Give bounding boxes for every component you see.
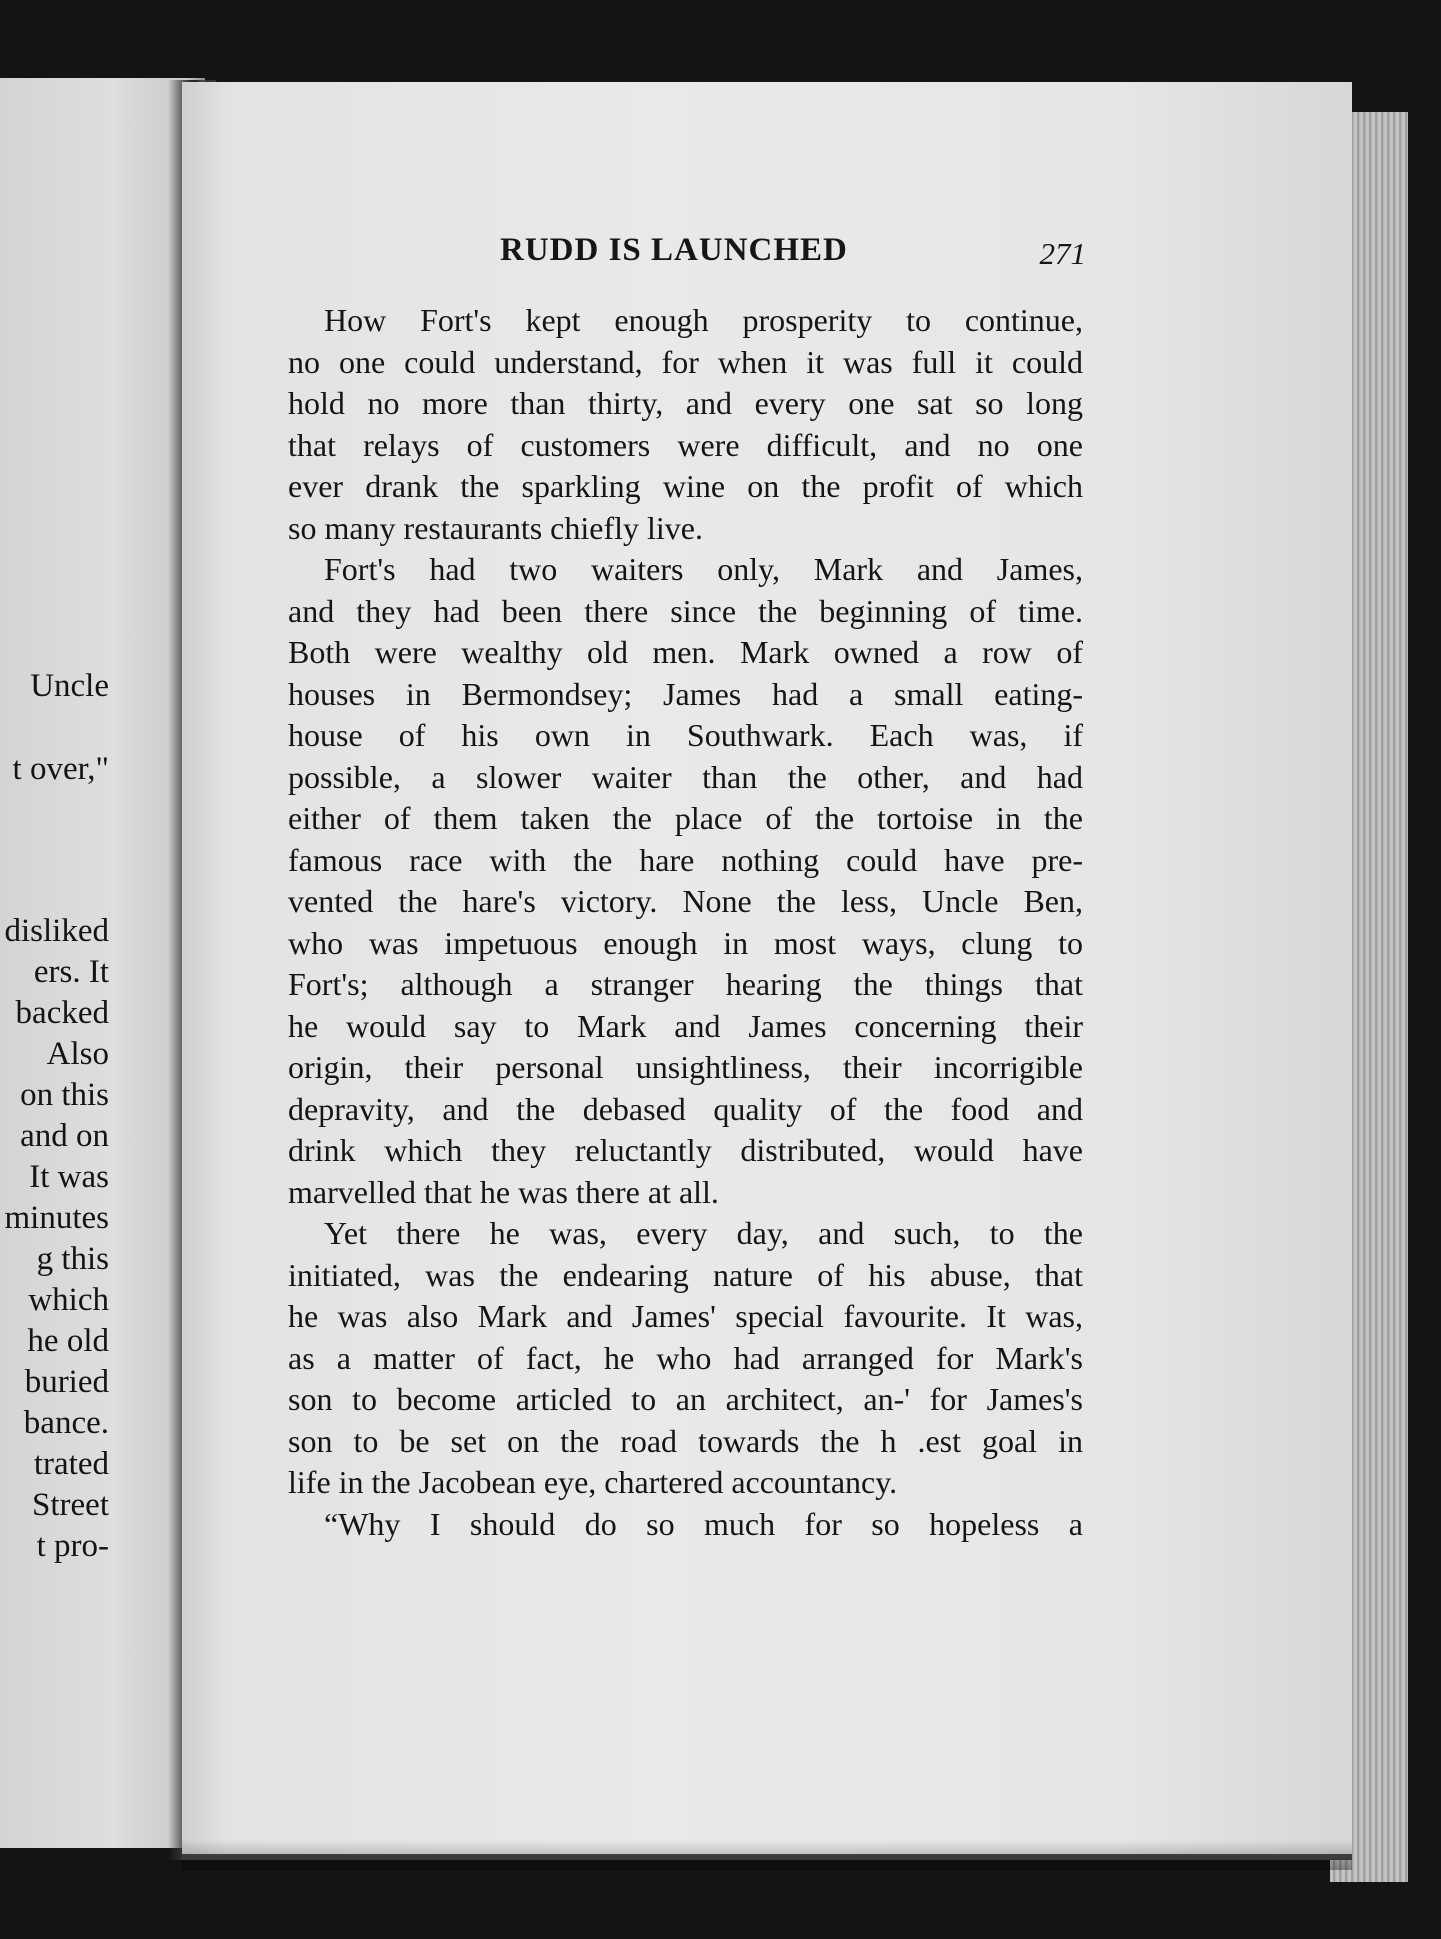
text-line: no one could understand, for when it was full it could xyxy=(288,343,1083,380)
text-line: son to be set on the road towards the h .est goal in xyxy=(288,1422,1083,1459)
left-page-line: t over," xyxy=(12,751,109,787)
text-line: as a matter of fact, he who had arranged for Mark's xyxy=(288,1339,1083,1376)
text-line: origin, their personal unsightliness, their incorrigible xyxy=(288,1049,1083,1085)
left-page-line: disliked xyxy=(4,913,109,949)
text-line: houses in Bermondsey; James had a small eating- xyxy=(288,675,1083,712)
left-page-line: minutes xyxy=(4,1200,109,1236)
left-page-line: Also xyxy=(46,1036,109,1072)
page-header xyxy=(500,232,1088,276)
text-line: drink which they reluctantly distributed, would have xyxy=(288,1132,1083,1168)
text-line: he was also Mark and James' special favourite. It was, xyxy=(288,1298,1083,1334)
text-line: Fort's had two waiters only, Mark and James, xyxy=(324,551,1083,587)
text-line: Both were wealthy old men. Mark owned a row of xyxy=(288,634,1083,670)
left-page-line: ers. It xyxy=(33,954,109,990)
page-number: 271 xyxy=(1039,236,1086,271)
left-page-line: bance. xyxy=(23,1405,109,1441)
text-line: marvelled that he was there at all. xyxy=(288,1173,719,1210)
text-line: who was impetuous enough in most ways, clung to xyxy=(288,924,1083,961)
text-line: and they had been there since the beginning of time. xyxy=(288,592,1083,629)
text-line: famous race with the hare nothing could have pre- xyxy=(288,841,1083,878)
left-page-line: and on xyxy=(20,1118,109,1154)
left-page-line: which xyxy=(28,1282,109,1318)
text-line: house of his own in Southwark. Each was, if xyxy=(288,717,1083,753)
text-line: Fort's; although a stranger hearing the things that xyxy=(288,966,1083,1002)
text-line: life in the Jacobean eye, chartered accountancy. xyxy=(288,1464,898,1500)
text-line: Yet there he was, every day, and such, to the xyxy=(324,1215,1083,1251)
running-head: RUDD IS LAUNCHED xyxy=(500,232,848,268)
text-line: “Why I should do so much for so hopeless a xyxy=(324,1505,1083,1542)
left-page-line: It was xyxy=(29,1159,109,1195)
text-line: initiated, was the endearing nature of his abuse, that xyxy=(288,1256,1083,1293)
text-line: vented the hare's victory. None the less, Uncle Ben, xyxy=(288,883,1083,919)
left-page-line: Street xyxy=(32,1487,109,1523)
left-page-line: backed xyxy=(15,995,109,1031)
left-page-line: trated xyxy=(33,1446,109,1482)
left-page-line: he old xyxy=(27,1323,109,1359)
text-line: he would say to Mark and James concerning their xyxy=(288,1007,1083,1044)
text-line: How Fort's kept enough prosperity to continue, xyxy=(324,302,1083,338)
text-line: that relays of customers were difficult, and no one xyxy=(288,426,1083,463)
text-line: ever drank the sparkling wine on the profit of which xyxy=(288,468,1083,504)
text-line: possible, a slower waiter than the other, and had xyxy=(288,758,1083,795)
text-line: depravity, and the debased quality of the food and xyxy=(288,1090,1083,1127)
left-page-line: g this xyxy=(36,1241,109,1277)
text-line: so many restaurants chiefly live. xyxy=(288,509,703,546)
text-line: son to become articled to an architect, an-' for James's xyxy=(288,1381,1083,1417)
text-line: either of them taken the place of the tortoise in the xyxy=(288,800,1083,836)
body-text xyxy=(288,300,1083,1545)
left-page-line: on this xyxy=(20,1077,109,1113)
text-line: hold no more than thirty, and every one sat so long xyxy=(288,385,1083,421)
left-page-line: Uncle xyxy=(30,668,109,704)
left-page-line: t pro- xyxy=(36,1528,109,1564)
left-page-line: buried xyxy=(24,1364,109,1400)
page-bottom-shadow xyxy=(182,1840,1352,1870)
